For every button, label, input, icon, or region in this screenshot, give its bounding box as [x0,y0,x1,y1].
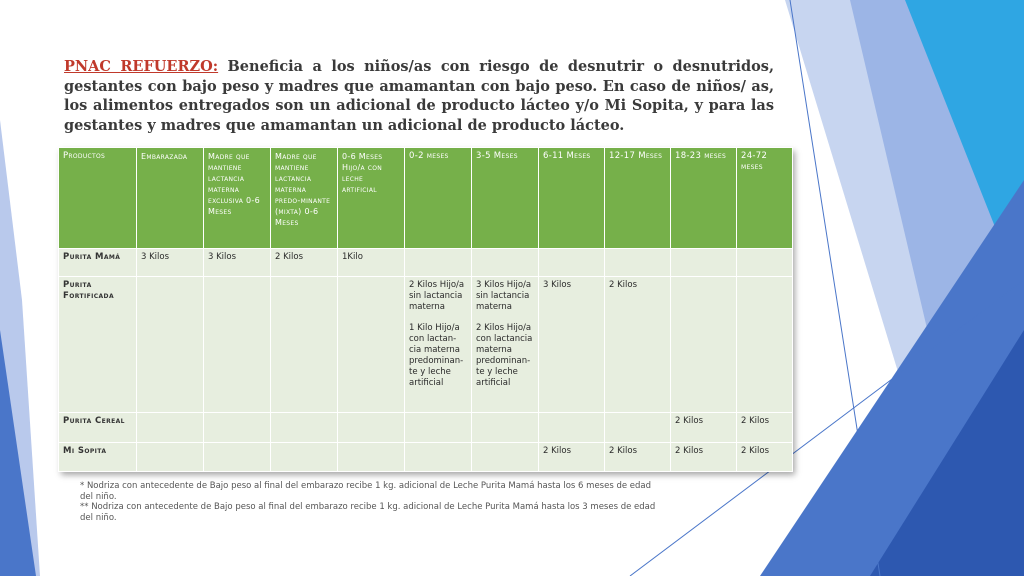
table-cell [605,413,671,443]
table-cell: 2 Kilos [605,277,671,413]
col-header: 0-6 Meses Hijo/a con leche artificial [338,148,405,249]
table-cell [539,413,605,443]
col-header: 3-5 Meses [472,148,539,249]
table-cell [137,413,204,443]
table-cell [338,443,405,472]
heading-text: Beneficia a los niños/as con riesgo de desnutrir o desnutridos, gestantes con bajo peso y madres que amamantan con bajo peso. En caso de niños/ as, los alimentos entregados son un adicional de producto lácteo y/o Mi Sopita, y para las gestantes y madres que amamantan un adicional de producto lácteo. [64,58,774,134]
table-cell [338,277,405,413]
col-header: 18-23 meses [671,148,737,249]
product-cell: Mi Sopita [59,443,137,472]
table-cell [405,277,472,413]
table-cell [405,443,472,472]
footnote-2: ** Nodriza con antecedente de Bajo peso al final del embarazo recibe 1 kg. adicional de Leche Purita Mamá hasta los 3 meses de edad del niño. [80,502,656,523]
col-header: 6-11 Meses [539,148,605,249]
table-cell: 2 Kilos [671,443,737,472]
table-cell: 3 Kilos [539,277,605,413]
table-cell [605,249,671,277]
table-cell: 3 Kilos [137,249,204,277]
table-cell [271,443,338,472]
table-cell: 2 Kilos [737,443,793,472]
col-header: Embarazada [137,148,204,249]
col-header: 12-17 Meses [605,148,671,249]
table-cell [472,413,539,443]
heading-label: PNAC REFUERZO: [64,58,219,75]
table-cell [137,443,204,472]
table-cell: 2 Kilos [737,413,793,443]
footnotes [80,481,660,523]
table-cell [405,413,472,443]
table-cell: 2 Kilos [605,443,671,472]
table-cell [271,277,338,413]
table-cell [539,249,605,277]
table-cell: 2 Kilos [271,249,338,277]
col-header: 24-72 meses [737,148,793,249]
table-cell [472,277,539,413]
table-header-row [59,148,793,249]
benefits-table [58,147,793,472]
col-header: Productos [59,148,137,249]
table-cell [671,277,737,413]
cell-text: 2 Kilos Hijo/a sin lactancia materna [409,280,465,312]
cell-text: 3 Kilos Hijo/a sin lactancia materna [476,280,532,312]
table-cell [137,277,204,413]
table-row [59,249,793,277]
table-cell: 3 Kilos [204,249,271,277]
table-cell [338,413,405,443]
cell-text: 2 Kilos Hijo/a con lactancia materna predominan-te y leche artificial [476,323,533,388]
heading-paragraph [64,57,774,135]
table-cell [405,249,472,277]
table-row [59,443,793,472]
col-header: Madre que mantiene lactancia materna predo-minante (mixta) 0-6 Meses [271,148,338,249]
table-cell [737,277,793,413]
table-cell [472,249,539,277]
table-cell [472,443,539,472]
table-cell: 1Kilo [338,249,405,277]
table-cell: 2 Kilos [671,413,737,443]
col-header: Madre que mantiene lactancia materna exclusiva 0-6 Meses [204,148,271,249]
table-row [59,277,793,413]
table-row [59,413,793,443]
table-cell [671,249,737,277]
product-cell: Purita Mamá [59,249,137,277]
footnote-1: * Nodriza con antecedente de Bajo peso al final del embarazo recibe 1 kg. adicional de Leche Purita Mamá hasta los 6 meses de edad del niño. [80,481,652,502]
table-cell [204,413,271,443]
table-cell [737,249,793,277]
benefits-table-container [58,147,792,471]
product-cell: Purita Fortificada [59,277,137,413]
table-cell [204,277,271,413]
table-cell [204,443,271,472]
product-cell: Purita Cereal [59,413,137,443]
col-header: 0-2 meses [405,148,472,249]
table-cell: 2 Kilos [539,443,605,472]
cell-text: 1 Kilo Hijo/a con lactan-cia materna predominan-te y leche artificial [409,323,464,388]
table-cell [271,413,338,443]
